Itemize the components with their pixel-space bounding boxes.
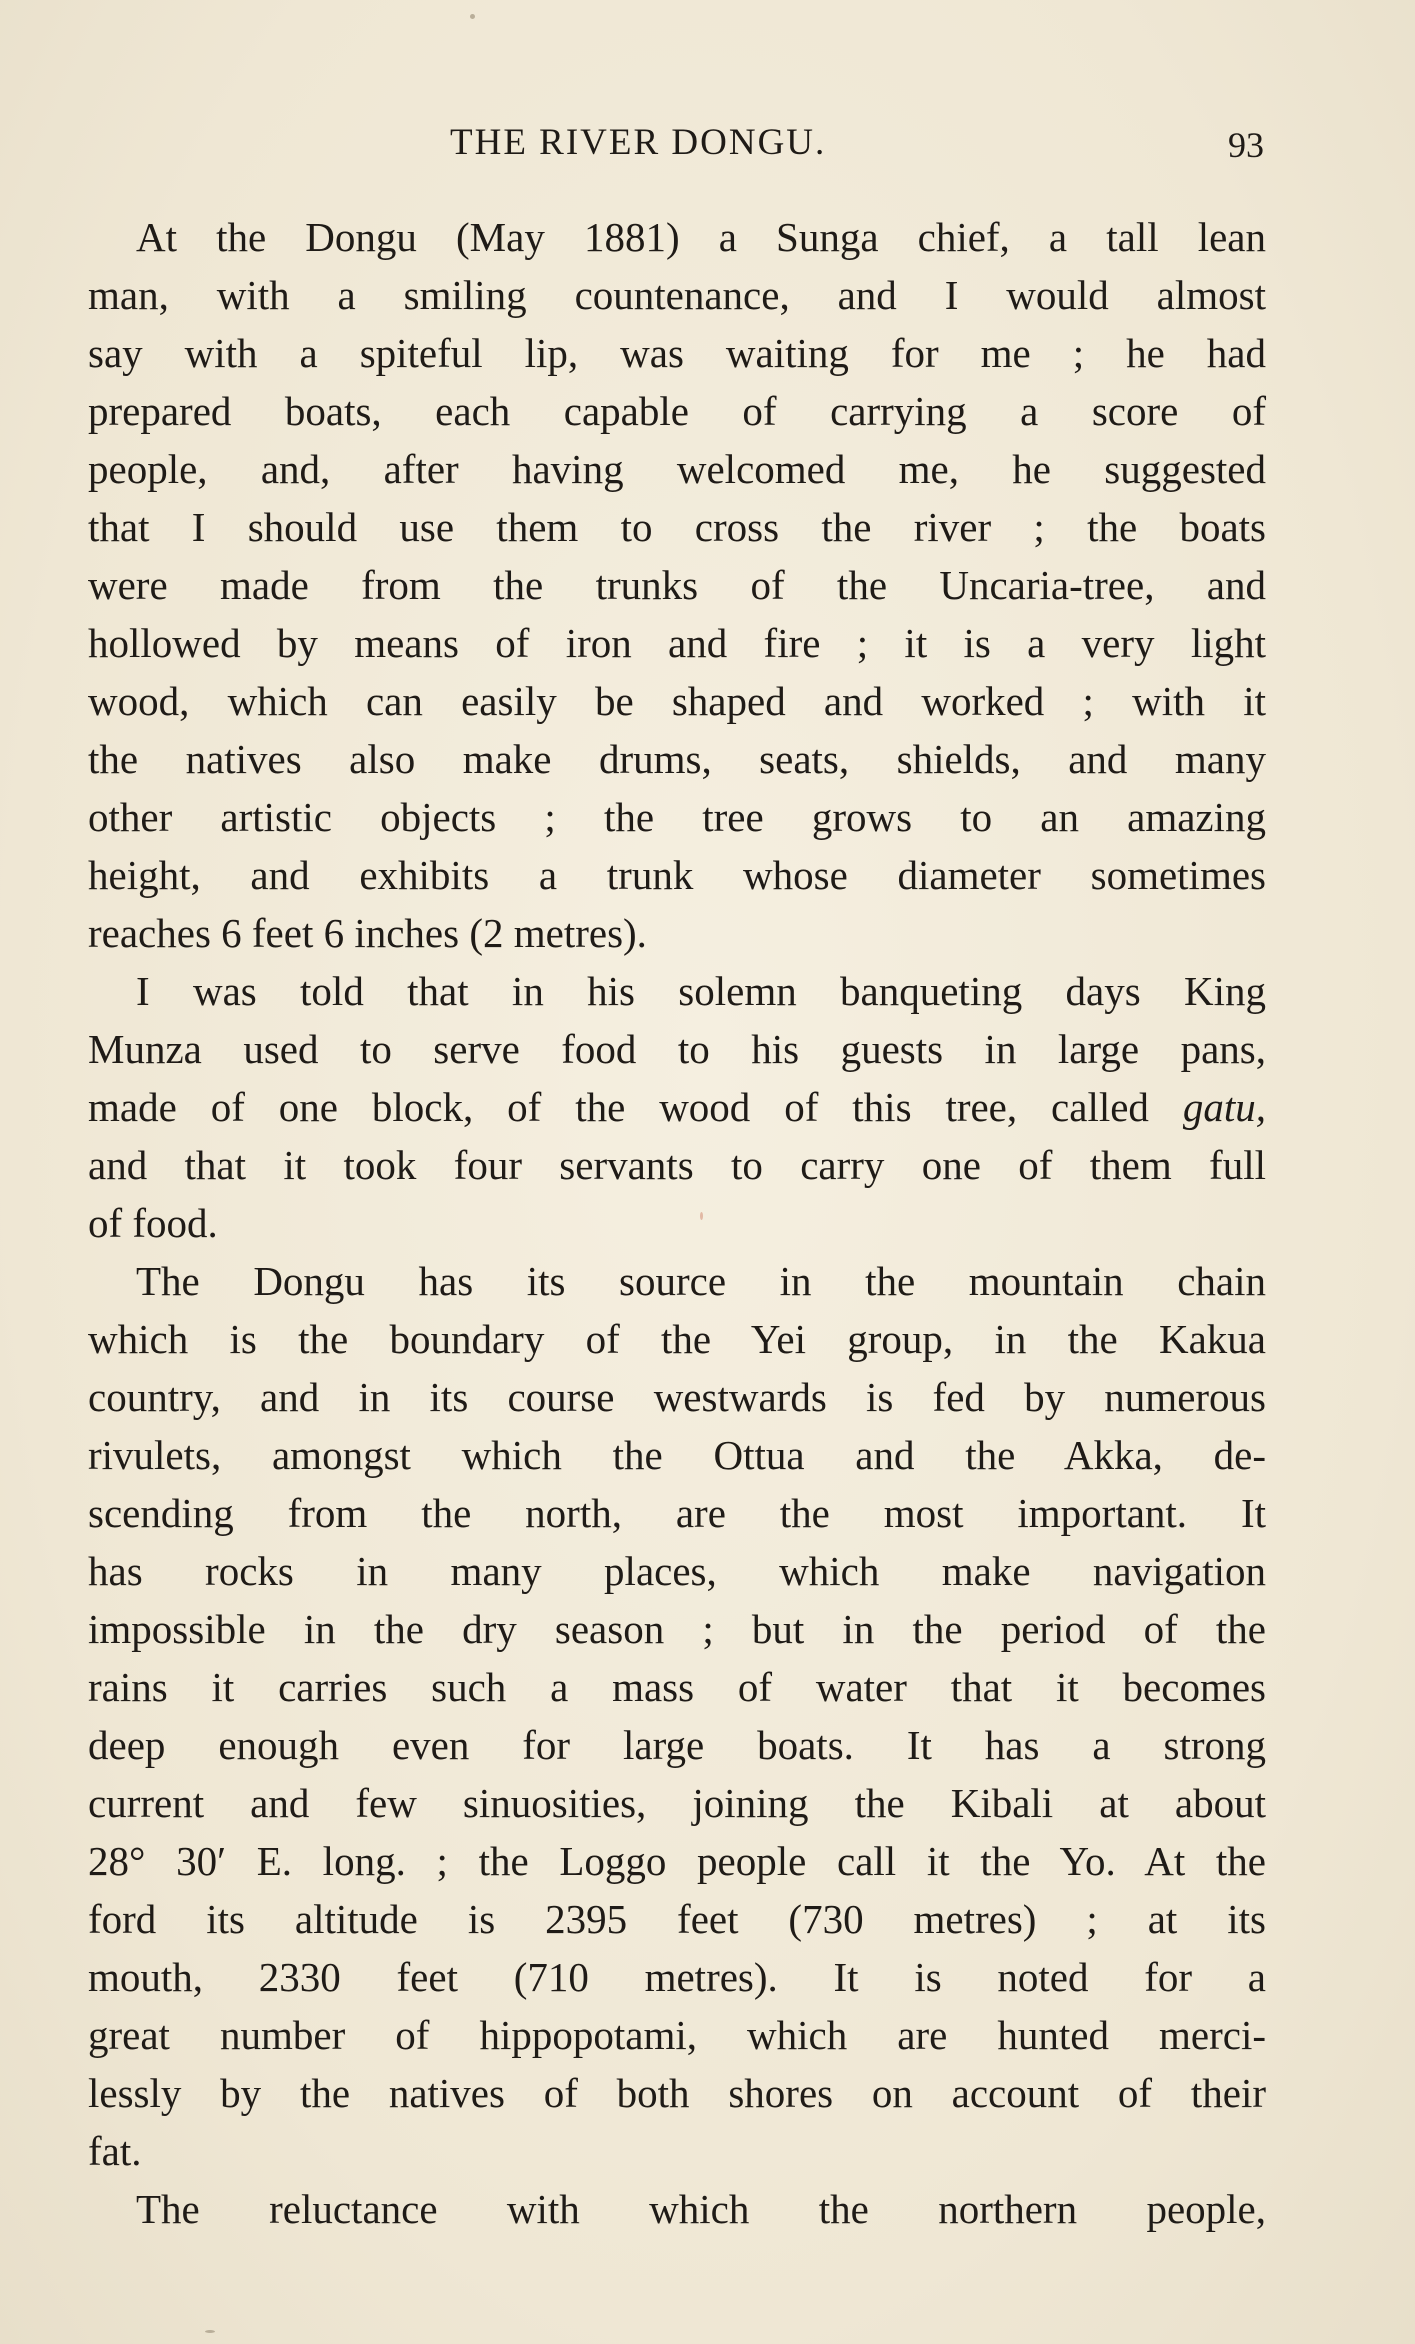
paper-speck xyxy=(700,1212,703,1220)
text-line: and that it took four servants to carry one of them full xyxy=(88,1142,1266,1188)
text-line: mouth, 2330 feet (710 metres). It is noted for a xyxy=(88,1954,1266,2000)
text-line: At the Dongu (May 1881) a Sunga chief, a tall lean xyxy=(136,214,1266,260)
text-line: man, with a smiling countenance, and I would almost xyxy=(88,272,1266,318)
text-line: scending from the north, are the most important. It xyxy=(88,1490,1266,1536)
text-line: country, and in its course westwards is fed by numerous xyxy=(88,1374,1266,1420)
text-line: fat. xyxy=(88,2128,142,2174)
paper-speck xyxy=(470,14,475,19)
text-line: 28° 30′ E. long. ; the Loggo people call it the Yo. At the xyxy=(88,1838,1266,1884)
text-line: say with a spiteful lip, was waiting for me ; he had xyxy=(88,330,1266,376)
text-line: rains it carries such a mass of water that it becomes xyxy=(88,1664,1266,1710)
text-line: of food. xyxy=(88,1200,218,1246)
text-line: that I should use them to cross the river ; the boats xyxy=(88,504,1266,550)
italic-term: gatu, xyxy=(1182,1084,1266,1130)
text-line: I was told that in his solemn banqueting days King xyxy=(136,968,1266,1014)
text-line: The reluctance with which the northern people, xyxy=(136,2186,1266,2232)
text-line: which is the boundary of the Yei group, in the Kakua xyxy=(88,1316,1266,1362)
text-line: wood, which can easily be shaped and worked ; with it xyxy=(88,678,1266,724)
text-line: deep enough even for large boats. It has a strong xyxy=(88,1722,1266,1768)
text-line: other artistic objects ; the tree grows to an amazing xyxy=(88,794,1266,840)
text-line: reaches 6 feet 6 inches (2 metres). xyxy=(88,910,647,956)
page-header xyxy=(90,118,1290,168)
text-line-part: made of one block, of the wood of this tree, called xyxy=(88,1084,1183,1130)
paper-speck xyxy=(205,2330,215,2333)
text-line: lessly by the natives of both shores on account of their xyxy=(88,2070,1266,2116)
text-line: hollowed by means of iron and fire ; it is a very light xyxy=(88,620,1266,666)
page-number: 93 xyxy=(1228,125,1264,165)
text-line: has rocks in many places, which make navigation xyxy=(88,1548,1266,1594)
text-line: impossible in the dry season ; but in the period of the xyxy=(88,1606,1266,1652)
text-line: the natives also make drums, seats, shields, and many xyxy=(88,736,1266,782)
text-line: The Dongu has its source in the mountain chain xyxy=(136,1258,1266,1304)
text-line: ford its altitude is 2395 feet (730 metres) ; at its xyxy=(88,1896,1266,1942)
text-line: great number of hippopotami, which are hunted merci- xyxy=(88,2012,1266,2058)
text-line: prepared boats, each capable of carrying a score of xyxy=(88,388,1266,434)
text-line: Munza used to serve food to his guests in large pans, xyxy=(88,1026,1266,1072)
text-line: current and few sinuosities, joining the Kibali at about xyxy=(88,1780,1266,1826)
text-line: height, and exhibits a trunk whose diameter sometimes xyxy=(88,852,1266,898)
running-head: THE RIVER DONGU. xyxy=(450,122,827,163)
text-line: rivulets, amongst which the Ottua and the Akka, de- xyxy=(88,1432,1266,1478)
body-text xyxy=(88,208,1266,2238)
text-line: were made from the trunks of the Uncaria-tree, and xyxy=(88,562,1266,608)
text-line: people, and, after having welcomed me, he suggested xyxy=(88,446,1266,492)
text-line xyxy=(88,1078,1266,1136)
